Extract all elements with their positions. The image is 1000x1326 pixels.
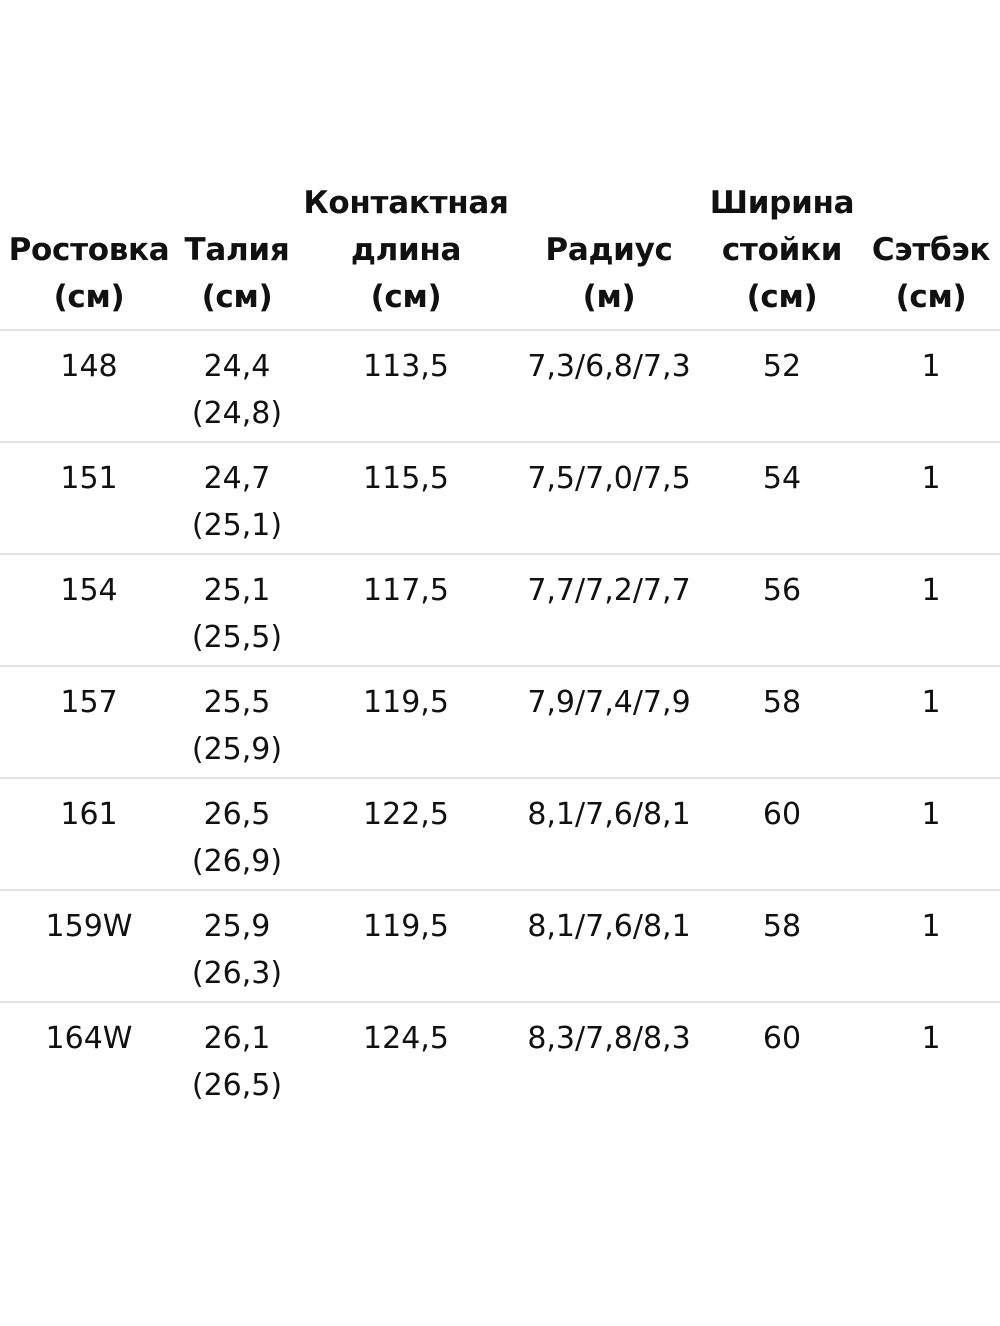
cell-waist: 24,7 (25,1) <box>178 442 296 554</box>
table-row <box>0 330 1000 442</box>
cell-size: 161 <box>0 778 178 890</box>
cell-size: 151 <box>0 442 178 554</box>
cell-waist: 26,1 (26,5) <box>191 1021 283 1103</box>
cell-radius: 8,3/7,8/8,3 <box>527 1021 691 1056</box>
cell-setback: 1 <box>921 1021 941 1056</box>
cell-contact-length: 122,5 <box>296 778 516 890</box>
cell-setback: 1 <box>862 778 1000 890</box>
size-spec-table <box>0 180 1000 1114</box>
cell-contact-length: 124,5 <box>363 1021 449 1056</box>
cell-setback: 1 <box>862 330 1000 442</box>
header-radius: Радиус (м) <box>516 180 702 330</box>
cell-size: 154 <box>0 554 178 666</box>
header-waist: Талия (см) <box>178 180 296 330</box>
cell-size: 157 <box>0 666 178 778</box>
cell-contact-length: 119,5 <box>296 890 516 1002</box>
cell-waist: 25,1 (25,5) <box>178 554 296 666</box>
table-row <box>0 890 1000 1002</box>
header-contact-length: Контактная длина (см) <box>296 180 516 330</box>
table-row <box>0 778 1000 890</box>
cell-waist: 25,5 (25,9) <box>178 666 296 778</box>
cell-setback: 1 <box>862 554 1000 666</box>
table-row <box>0 666 1000 778</box>
cell-radius: 8,1/7,6/8,1 <box>516 778 702 890</box>
header-size: Ростовка (см) <box>0 180 178 330</box>
cell-stance-width: 54 <box>702 442 862 554</box>
cell-radius: 7,7/7,2/7,7 <box>516 554 702 666</box>
cell-waist: 25,9 (26,3) <box>178 890 296 1002</box>
cell-size: 164W <box>45 1021 133 1056</box>
table-row <box>0 1002 1000 1114</box>
cell-radius: 7,9/7,4/7,9 <box>516 666 702 778</box>
table-row <box>0 554 1000 666</box>
cell-contact-length: 119,5 <box>296 666 516 778</box>
cell-stance-width: 60 <box>702 778 862 890</box>
cell-stance-width: 56 <box>702 554 862 666</box>
cell-waist: 24,4 (24,8) <box>178 330 296 442</box>
cell-radius: 7,3/6,8/7,3 <box>516 330 702 442</box>
cell-contact-length: 113,5 <box>296 330 516 442</box>
cell-radius: 8,1/7,6/8,1 <box>516 890 702 1002</box>
cell-stance-width: 60 <box>762 1021 802 1056</box>
cell-radius: 7,5/7,0/7,5 <box>516 442 702 554</box>
cell-waist: 26,5 (26,9) <box>178 778 296 890</box>
header-row <box>0 180 1000 330</box>
cell-contact-length: 115,5 <box>296 442 516 554</box>
cell-stance-width: 52 <box>702 330 862 442</box>
table-row <box>0 442 1000 554</box>
cell-stance-width: 58 <box>702 890 862 1002</box>
cell-setback: 1 <box>862 666 1000 778</box>
cell-size: 148 <box>0 330 178 442</box>
cell-stance-width: 58 <box>702 666 862 778</box>
cell-contact-length: 117,5 <box>296 554 516 666</box>
header-setback: Сэтбэк (см) <box>862 180 1000 330</box>
cell-size: 159W <box>0 890 178 1002</box>
cell-setback: 1 <box>862 890 1000 1002</box>
cell-setback: 1 <box>862 442 1000 554</box>
header-stance-width: Ширина стойки (см) <box>702 180 862 330</box>
